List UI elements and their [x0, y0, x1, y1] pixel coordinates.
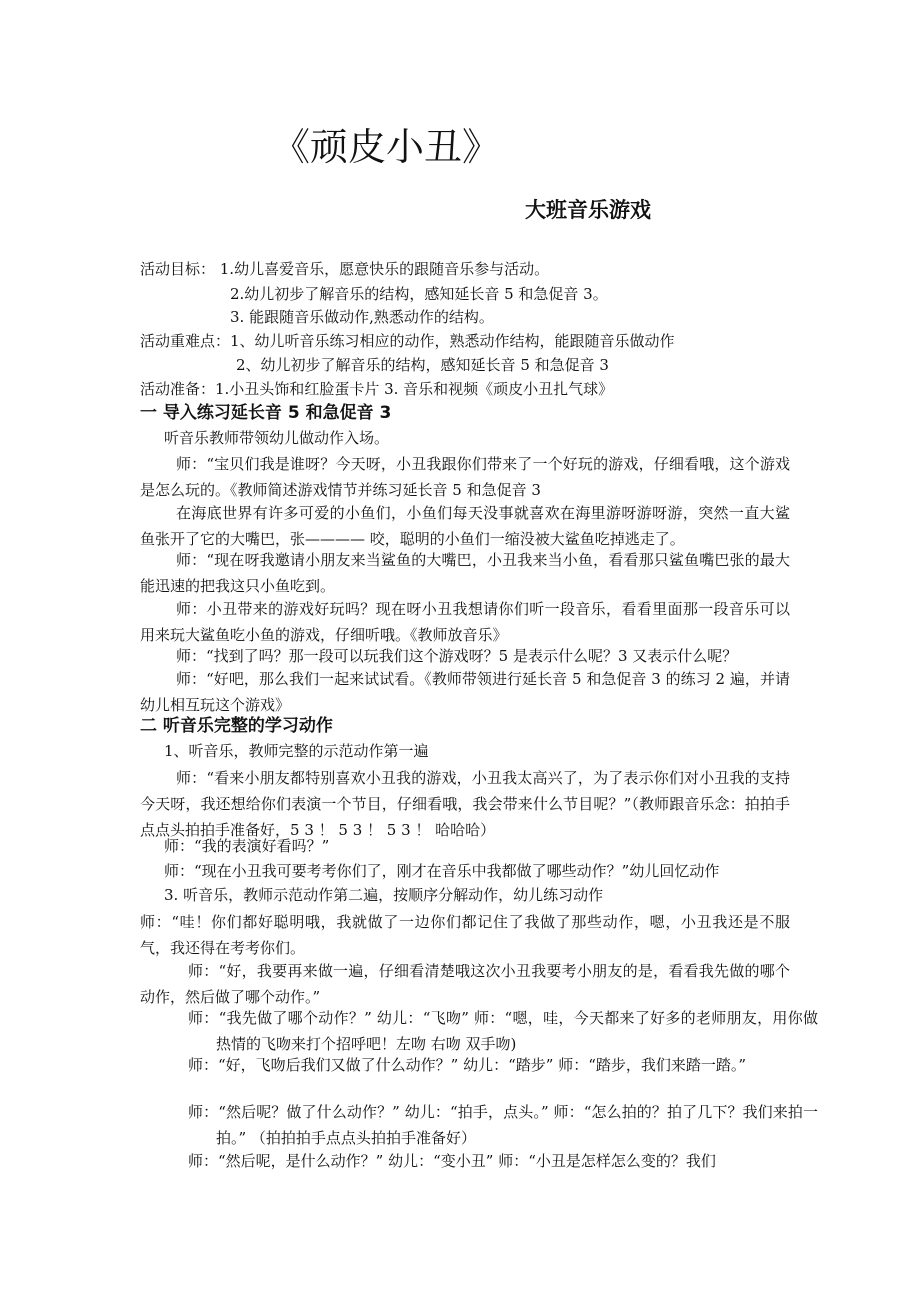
paragraph: 师：“我的表演好看吗？”	[164, 837, 330, 855]
paragraph: 师：“好吧，那么我们一起来试试看。《教师带领进行延长音 5 和急促音 3 的练习 2 遍，并请幼儿相互玩这个游戏》	[140, 670, 790, 714]
paragraph: 听音乐教师带领幼儿做动作入场。	[164, 429, 390, 447]
goals-line-2: 2.幼儿初步了解音乐的结构，感知延长音 5 和急促音 3。	[230, 285, 608, 303]
document-title: 《顽皮小丑》	[272, 125, 501, 169]
paragraph: 师：“现在小丑我可要考考你们了，刚才在音乐中我都做了哪些动作？”幼儿回忆动作	[164, 862, 720, 880]
document-subtitle: 大班音乐游戏	[525, 198, 651, 222]
paragraph: 师：“宝贝们我是谁呀？今天呀，小丑我跟你们带来了一个好玩的游戏，仔细看哦，这个游戏是怎么玩的。《教师简述游戏情节并练习延长音 5 和急促音 3	[140, 455, 790, 499]
paragraph: 师：“找到了吗？那一段可以玩我们这个游戏呀？5 是表示什么呢？3 又表示什么呢？	[176, 647, 738, 665]
preparation-line: 活动准备：1.小丑头饰和红脸蛋卡片 3. 音乐和视频《顽皮小丑扎气球》	[140, 380, 614, 398]
step-1: 1、听音乐，教师完整的示范动作第一遍	[164, 742, 429, 760]
paragraph: 师：“哇！你们都好聪明哦，我就做了一边你们都记住了我做了那些动作，嗯，小丑我还是不服气，我还得在考考你们。	[140, 913, 790, 957]
dialogue-4: 师：“然后呢，是什么动作？” 幼儿：“变小丑” 师：“小丑是怎样怎么变的？我们	[188, 1152, 716, 1170]
keypoints-line-2: 2、幼儿初步了解音乐的结构，感知延长音 5 和急促音 3	[236, 356, 609, 374]
story-paragraph: 在海底世界有许多可爱的小鱼们，小鱼们每天没事就喜欢在海里游呀游呀游，突然一直大鲨鱼张开了它的大嘴巴，张———— 咬，聪明的小鱼们一缩没被大鲨鱼吃掉逃走了。	[140, 504, 790, 548]
dialogue-3: 师：“然后呢？做了什么动作？” 幼儿：“拍手，点头。” 师：“怎么拍的？拍了几下？我们来拍一拍。” （拍拍拍手点点头拍拍手准备好）	[188, 1103, 818, 1147]
paragraph: 师：“看来小朋友都特别喜欢小丑我的游戏，小丑我太高兴了，为了表示你们对小丑我的支持今天呀，我还想给你们表演一个节目，仔细看哦，我会带来什么节目呢？”（教师跟音乐念：拍拍手点点头拍拍手准备好，5 3 ！ 5 3 ！ 5 3 ！ 哈哈哈）	[140, 769, 790, 839]
keypoints-line-1: 活动重难点：1、幼儿听音乐练习相应的动作，熟悉动作结构，能跟随音乐做动作	[140, 332, 675, 350]
section-1-heading: 一 导入练习延长音 5 和急促音 3	[140, 403, 392, 423]
step-3: 3. 听音乐，教师示范动作第二遍，按顺序分解动作，幼儿练习动作	[164, 886, 604, 904]
goals-line-1: 活动目标： 1.幼儿喜爱音乐，愿意快乐的跟随音乐参与活动。	[140, 260, 550, 278]
dialogue-1: 师：“我先做了哪个动作？” 幼儿：“飞吻” 师：“嗯，哇，今天都来了好多的老师朋友，用你做热情的飞吻来打个招呼吧！左吻 右吻 双手吻)	[188, 1009, 818, 1053]
paragraph: 师：小丑带来的游戏好玩吗？现在呀小丑我想请你们听一段音乐，看看里面那一段音乐可以用来玩大鲨鱼吃小鱼的游戏，仔细听哦。《教师放音乐》	[140, 600, 790, 644]
dialogue-2: 师：“好，飞吻后我们又做了什么动作？” 幼儿：“踏步” 师：“踏步，我们来踏一踏。”	[188, 1056, 747, 1074]
section-2-heading: 二 听音乐完整的学习动作	[140, 716, 333, 736]
paragraph: 师：“现在呀我邀请小朋友来当鲨鱼的大嘴巴，小丑我来当小鱼，看看那只鲨鱼嘴巴张的最大能迅速的把我这只小鱼吃到。	[140, 551, 790, 595]
goals-line-3: 3. 能跟随音乐做动作,熟悉动作的结构。	[230, 308, 494, 326]
paragraph: 师：“好，我要再来做一遍，仔细看清楚哦这次小丑我要考小朋友的是，看看我先做的哪个动作，然后做了哪个动作。”	[140, 962, 790, 1006]
